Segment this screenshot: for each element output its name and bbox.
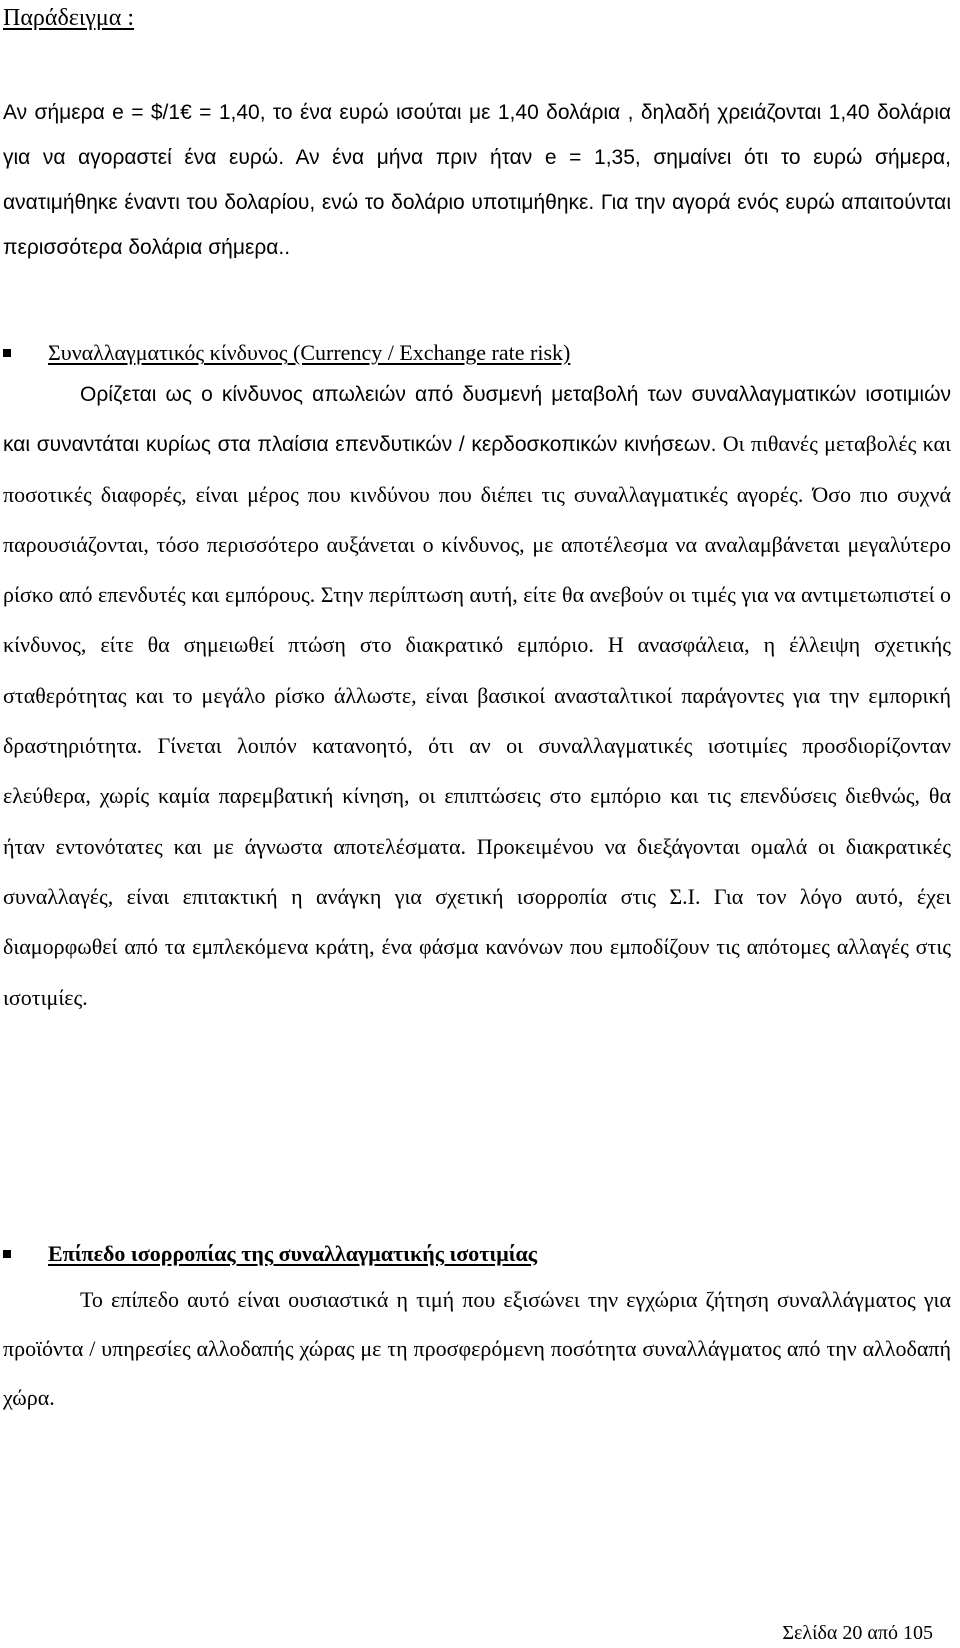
section-title: Επίπεδο ισορροπίας της συναλλαγματικής ισοτιμίας <box>48 1241 538 1266</box>
section-subtitle: (Currency / Exchange rate risk) <box>287 340 571 365</box>
bullet-square-icon <box>3 349 11 357</box>
intro-paragraph: Αν σήμερα e = $/1€ = 1,40, το ένα ευρώ ισούται με 1,40 δολάρια , δηλαδή χρειάζονται 1,40 δολάρια για να αγοραστεί ένα ευρώ. Αν ένα μήνα πριν ήταν e = 1,35, σημαίνει ότι το ευρώ σήμερα, ανατιμήθηκε έναντι του δολαρίου, ενώ το δολάριο υποτιμήθηκε. Για την αγορά ενός ευρώ απαιτούνται περισσότερα δολάρια σήμερα.. <box>3 101 951 259</box>
section-heading-text <box>48 339 570 367</box>
bullet-square-icon <box>3 1250 11 1258</box>
page-number-footer: Σελίδα 20 από 105 <box>782 1622 933 1644</box>
example-heading: Παράδειγμα : <box>3 5 135 31</box>
equilibrium-paragraph-text: Το επίπεδο αυτό είναι ουσιαστικά η τιμή που εξισώνει την εγχώρια ζήτηση συναλλάγματος για προϊόντα / υπηρεσίες αλλοδαπής χώρας με τη προσφερόμενη ποσότητα συναλλάγματος από την αλλοδαπή χώρα. <box>3 1287 951 1410</box>
equilibrium-paragraph <box>3 1275 951 1422</box>
currency-risk-paragraph-part2: Οι πιθανές μεταβολές και ποσοτικές διαφορές, είναι μέρος που κινδύνου που διέπει τις συναλλαγματικές αγορές. Όσο πιο συχνά παρουσιάζονται, τόσο περισσότερο αυξάνεται ο κίνδυνος, με αποτέλεσμα να αναλαμβάνεται μεγαλύτερο ρίσκο από επενδυτές και εμπόρους. Στην περίπτωση αυτή, είτε θα ανεβούν οι τιμές για να αντιμετωπιστεί ο κίνδυνος, είτε θα σημειωθεί πτώση στο διακρατικό εμπόριο. Η ανασφάλεια, η έλλειψη σχετικής σταθερότητας και το μεγάλο ρίσκο άλλωστε, είναι βασικοί ανασταλτικοί παράγοντες για την εμπορική δραστηριότητα. Γίνεται λοιπόν κατανοητό, ότι αν οι συναλλαγματικές ισοτιμίες προσδιορίζονταν ελεύθερα, χωρίς καμία παρεμβατική κίνηση, οι επιπτώσεις στο εμπόριο και τις επενδύσεις διεθνώς, θα ήταν εντονότατες και με άγνωστα αποτελέσματα. Προκειμένου να διεξάγονται ομαλά οι διακρατικές συναλλαγές, είναι επιτακτική η ανάγκη για σχετική ισορροπία στις Σ.Ι. Για τον λόγο αυτό, έχει διαμορφωθεί από τα εμπλεκόμενα κράτη, ένα φάσμα κανόνων που εμποδίζουν τις απότομες αλλαγές στις ισοτιμίες. <box>3 431 951 1010</box>
currency-risk-paragraph <box>3 370 951 1023</box>
currency-risk-paragraph-part1: Ορίζεται ως ο κίνδυνος απωλειών από δυσμενή μεταβολή των συναλλαγματικών ισοτιμιών και συναντάται κυρίως στα πλαίσια επενδυτικών / κερδοσκοπικών κινήσεων. <box>3 383 951 457</box>
section-title: Συναλλαγματικός κίνδυνος <box>48 340 288 365</box>
